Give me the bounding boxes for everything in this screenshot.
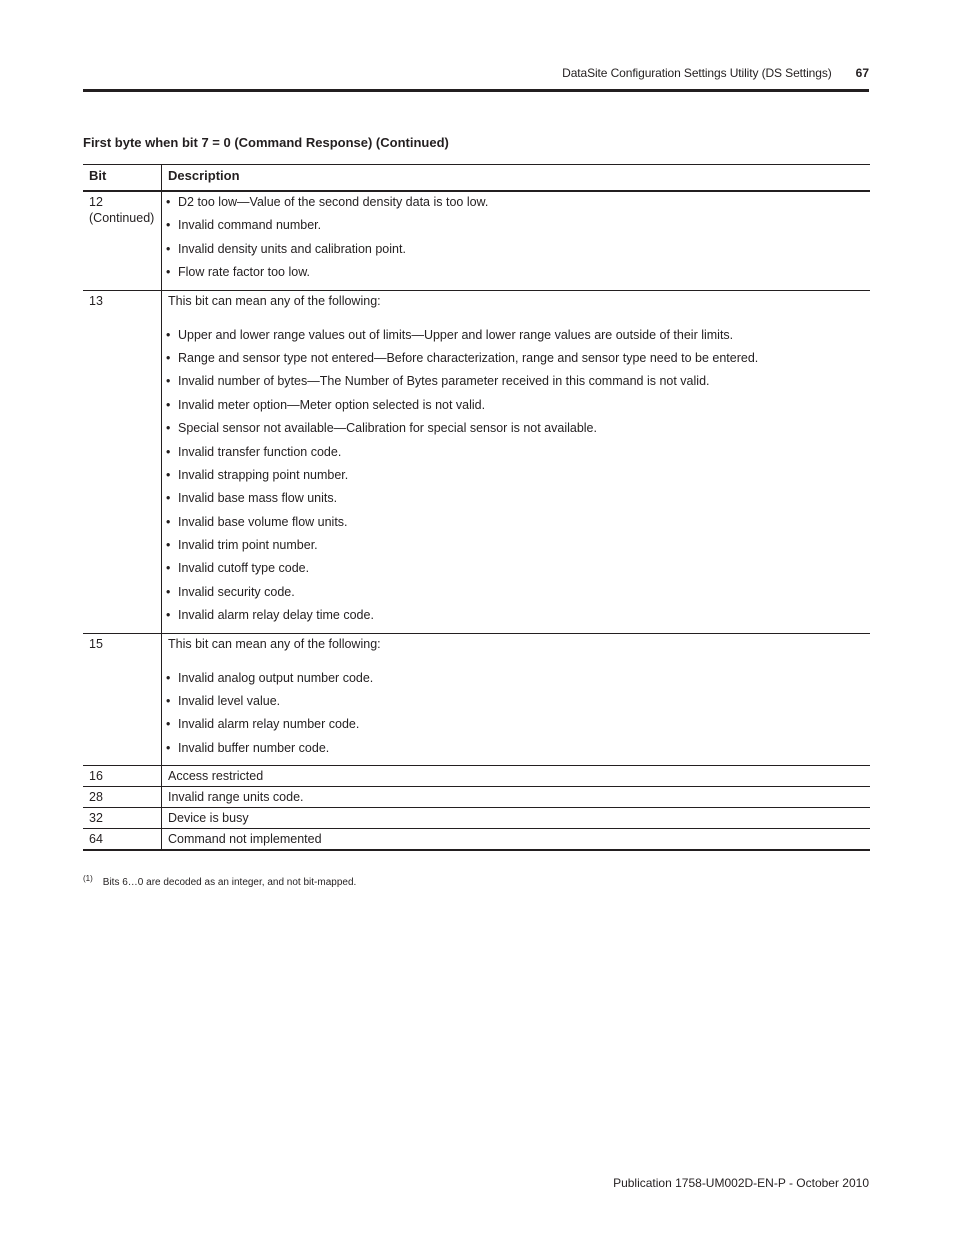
bullet-item-text: Invalid cutoff type code.	[178, 561, 310, 576]
bit-cell	[83, 766, 162, 787]
table-header-row	[83, 165, 870, 192]
publication-footer: Publication 1758-UM002D-EN-P - October 2010	[613, 1176, 869, 1190]
bit-note: (Continued)	[89, 211, 155, 225]
bit-cell	[83, 829, 162, 851]
page-number: 67	[855, 66, 869, 80]
table-body	[83, 191, 870, 850]
footnote-marker: (1)	[83, 874, 93, 883]
bullet-item-text: Invalid density units and calibration point.	[178, 241, 406, 256]
bullet-item-text: Flow rate factor too low.	[178, 265, 311, 280]
bullet-item	[168, 537, 864, 553]
table-row	[83, 633, 870, 766]
description-bullet-list	[168, 670, 864, 756]
bullet-item	[168, 607, 864, 623]
bit-value: 16	[89, 769, 103, 784]
bullet-item-text: Range and sensor type not entered—Before characterization, range and sensor type need to be entered.	[178, 350, 759, 365]
bullet-item-text: Special sensor not available—Calibration for special sensor is not available.	[178, 421, 597, 436]
bullet-item-text: Invalid meter option—Meter option selected is not valid.	[178, 397, 486, 412]
bit-cell	[83, 787, 162, 808]
bit-value: 64	[89, 832, 103, 847]
bit-cell	[83, 191, 162, 290]
bullet-item	[168, 241, 864, 257]
bit-description-table	[83, 164, 870, 851]
table-row	[83, 191, 870, 290]
bullet-item	[168, 490, 864, 506]
description-lead: This bit can mean any of the following:	[168, 636, 381, 651]
footnote-text: Bits 6…0 are decoded as an integer, and not bit-mapped.	[102, 877, 357, 888]
description-cell	[162, 766, 871, 787]
bullet-item-text: Invalid command number.	[178, 218, 322, 233]
description-text: Command not implemented	[168, 832, 322, 847]
description-cell	[162, 633, 871, 766]
bullet-item	[168, 194, 864, 210]
bullet-item-text: Invalid level value.	[178, 694, 281, 709]
bullet-item	[168, 217, 864, 233]
bullet-item-text: Invalid base mass flow units.	[178, 491, 338, 506]
table-title: First byte when bit 7 = 0 (Command Response) (Continued)	[83, 135, 449, 150]
footnote	[83, 874, 356, 888]
bit-cell	[83, 633, 162, 766]
bullet-item	[168, 560, 864, 576]
bullet-item-text: Upper and lower range values out of limits—Upper and lower range values are outside of their limits.	[178, 327, 734, 342]
bit-value: 12	[89, 195, 103, 209]
description-cell	[162, 191, 871, 290]
bit-cell	[83, 808, 162, 829]
bullet-item	[168, 693, 864, 709]
description-text: Invalid range units code.	[168, 790, 304, 805]
description-lead: This bit can mean any of the following:	[168, 293, 381, 308]
running-header-title: DataSite Configuration Settings Utility (DS Settings)	[562, 66, 832, 80]
bullet-item	[168, 327, 864, 343]
bullet-item-text: Invalid number of bytes—The Number of Bytes parameter received in this command is not valid.	[178, 374, 710, 389]
bullet-item-text: Invalid base volume flow units.	[178, 514, 348, 529]
description-text: Device is busy	[168, 811, 249, 826]
table-row	[83, 808, 870, 829]
column-header-description: Description	[162, 165, 871, 192]
description-bullet-list	[168, 327, 864, 624]
bullet-item-text: Invalid buffer number code.	[178, 740, 330, 755]
bullet-item	[168, 716, 864, 732]
description-cell	[162, 787, 871, 808]
description-cell	[162, 829, 871, 851]
description-text: Access restricted	[168, 769, 264, 784]
bullet-item	[168, 514, 864, 530]
bullet-item-text: D2 too low—Value of the second density data is too low.	[178, 195, 489, 209]
table-row	[83, 290, 870, 633]
table-row	[83, 787, 870, 808]
column-header-bit: Bit	[83, 165, 162, 192]
description-cell	[162, 290, 871, 633]
running-header	[83, 66, 869, 80]
bullet-item-text: Invalid security code.	[178, 584, 295, 599]
bullet-item	[168, 350, 864, 366]
bit-cell	[83, 290, 162, 633]
bullet-item-text: Invalid transfer function code.	[178, 444, 342, 459]
table-row	[83, 766, 870, 787]
bullet-item-text: Invalid alarm relay number code.	[178, 717, 360, 732]
table-row	[83, 829, 870, 851]
bit-value: 28	[89, 790, 103, 805]
bullet-item	[168, 740, 864, 756]
bullet-item-text: Invalid analog output number code.	[178, 670, 374, 685]
bullet-item	[168, 670, 864, 686]
header-rule	[83, 89, 869, 92]
bullet-item	[168, 467, 864, 483]
bullet-item	[168, 444, 864, 460]
description-cell	[162, 808, 871, 829]
bullet-item	[168, 264, 864, 280]
bullet-item	[168, 373, 864, 389]
bit-value: 13	[89, 293, 103, 308]
bullet-item-text: Invalid trim point number.	[178, 538, 318, 553]
bullet-item	[168, 584, 864, 600]
description-bullet-list	[168, 194, 864, 280]
bullet-item-text: Invalid strapping point number.	[178, 467, 349, 482]
bit-value: 32	[89, 811, 103, 826]
bullet-item	[168, 420, 864, 436]
bullet-item	[168, 397, 864, 413]
bullet-item-text: Invalid alarm relay delay time code.	[178, 608, 374, 623]
bit-value: 15	[89, 636, 103, 651]
